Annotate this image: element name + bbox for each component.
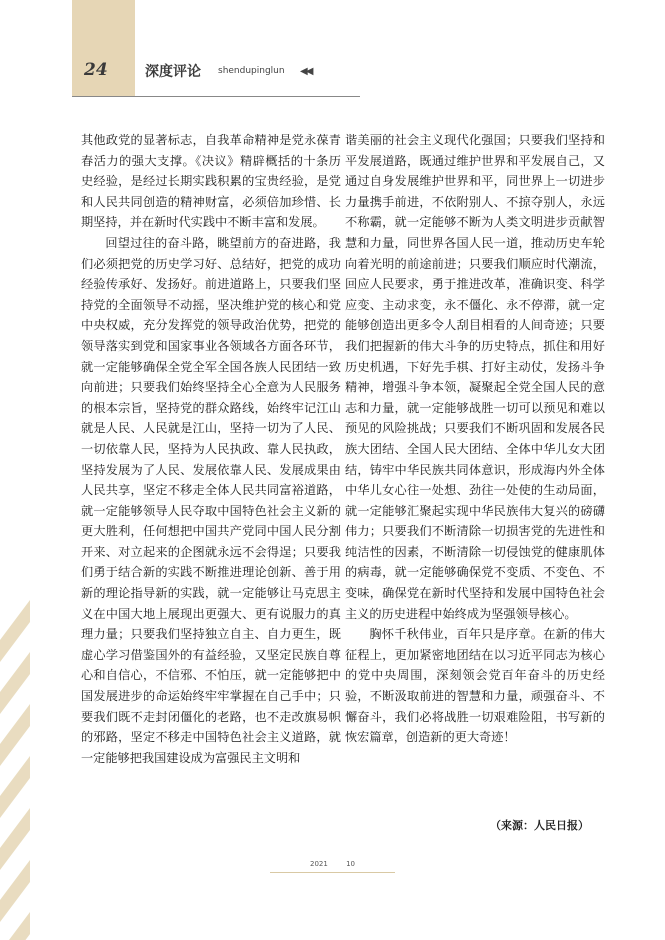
footer-issue: 10 <box>346 860 355 868</box>
paragraph: 回望过往的奋斗路，眺望前方的奋进路，我们必须把党的历史学习好、总结好，把党的成功经验传承好、发扬好。前进道路上，只要我们坚持党的全面领导不动摇，坚决维护党的核心和党中央权威，充分发挥党的领导政治优势，把党的领导落实到党和国家事业各领域各方面各环节，就一定能够确保全党全军全国各族人民团结一致向前进；只要我们始终坚持全心全意为人民服务的根本宗旨，坚持党的群众路线，始终牢记江山就是人民、人民就是江山，坚持一切为了人民、一切依靠人民，坚持为人民执政、靠人民执政，坚持发展为了人民、发展依靠人民、发展成果由人民共享，坚定不移走全体人民共同富裕道路，就一定能够领导人民夺取中国特色社会主义新的更大胜利，任何想把中国共产党同中国人民分割开来、对立起来的企图就永远不会得逞；只要我们勇于结合新的实践不断推进理论创新、善于用新的理论指导新的实践，就一定能够让马克思主义在中国大地上展现出更强大、更有说服力的真理力量；只要我们坚持独立自主、自力更生，既虚心学习借鉴国外的有益经验，又坚定民族自尊心和自信心，不信邪、不怕压，就一定能够把中国发展进步的命运始终牢牢掌握在自己手中；只要我们既不走封闭僵化的老路，也不走改旗易帜的邪路，坚定不移走中国特色社会主义道路，就一定能够把我国建设成为富强民主文明和 <box>81 235 341 765</box>
section-title: 深度评论 <box>145 64 201 80</box>
header-divider <box>72 96 360 97</box>
decorative-stripes <box>0 600 30 940</box>
page-footer <box>0 860 665 868</box>
header-color-block <box>72 0 135 97</box>
page-number: 24 <box>84 60 108 80</box>
text-column-left <box>81 130 341 768</box>
double-arrow-left-icon: ◀◀ <box>300 66 312 77</box>
section-pinyin: shendupinglun <box>218 66 285 76</box>
paragraph: 其他政党的显著标志，自我革命精神是党永葆青春活力的强大支撑。《决议》精辟概括的十条历史经验，是经过长期实践积累的宝贵经验，是党和人民共同创造的精神财富，必须倍加珍惜、长期坚持，并在新时代实践中不断丰富和发展。 <box>81 133 341 230</box>
footer-year: 2021 <box>310 860 328 868</box>
footer-divider <box>270 872 395 873</box>
paragraph: 谐美丽的社会主义现代化强国；只要我们坚持和平发展道路，既通过维护世界和平发展自己，又通过自身发展维护世界和平，同世界上一切进步力量携手前进，不依附别人、不掠夺别人，永远不称霸，就一定能够不断为人类文明进步贡献智慧和力量，同世界各国人民一道，推动历史车轮向着光明的前途前进；只要我们顺应时代潮流，回应人民要求，勇于推进改革，准确识变、科学应变、主动求变，永不僵化、永不停滞，就一定能够创造出更多令人刮目相看的人间奇迹；只要我们把握新的伟大斗争的历史特点，抓住和用好历史机遇，下好先手棋、打好主动仗，发扬斗争精神，增强斗争本领，凝聚起全党全国人民的意志和力量，就一定能够战胜一切可以预见和难以预见的风险挑战；只要我们不断巩固和发展各民族大团结、全国人民大团结、全体中华儿女大团结，铸牢中华民族共同体意识，形成海内外全体中华儿女心往一处想、劲往一处使的生动局面，就一定能够汇聚起实现中华民族伟大复兴的磅礴伟力；只要我们不断清除一切损害党的先进性和纯洁性的因素，不断清除一切侵蚀党的健康肌体的病毒，就一定能够确保党不变质、不变色、不变味，确保党在新时代坚持和发展中国特色社会主义的历史进程中始终成为坚强领导核心。 <box>345 133 605 621</box>
source-credit: （来源：人民日报） <box>490 819 589 832</box>
text-column-right <box>345 130 605 748</box>
paragraph: 胸怀千秋伟业，百年只是序章。在新的伟大征程上，更加紧密地团结在以习近平同志为核心的党中央周围，深刻领会党百年奋斗的历史经验，不断汲取前进的智慧和力量，顽强奋斗、不懈奋斗，我们必将战胜一切艰难险阻，书写新的恢宏篇章，创造新的更大奇迹！ <box>345 627 605 745</box>
